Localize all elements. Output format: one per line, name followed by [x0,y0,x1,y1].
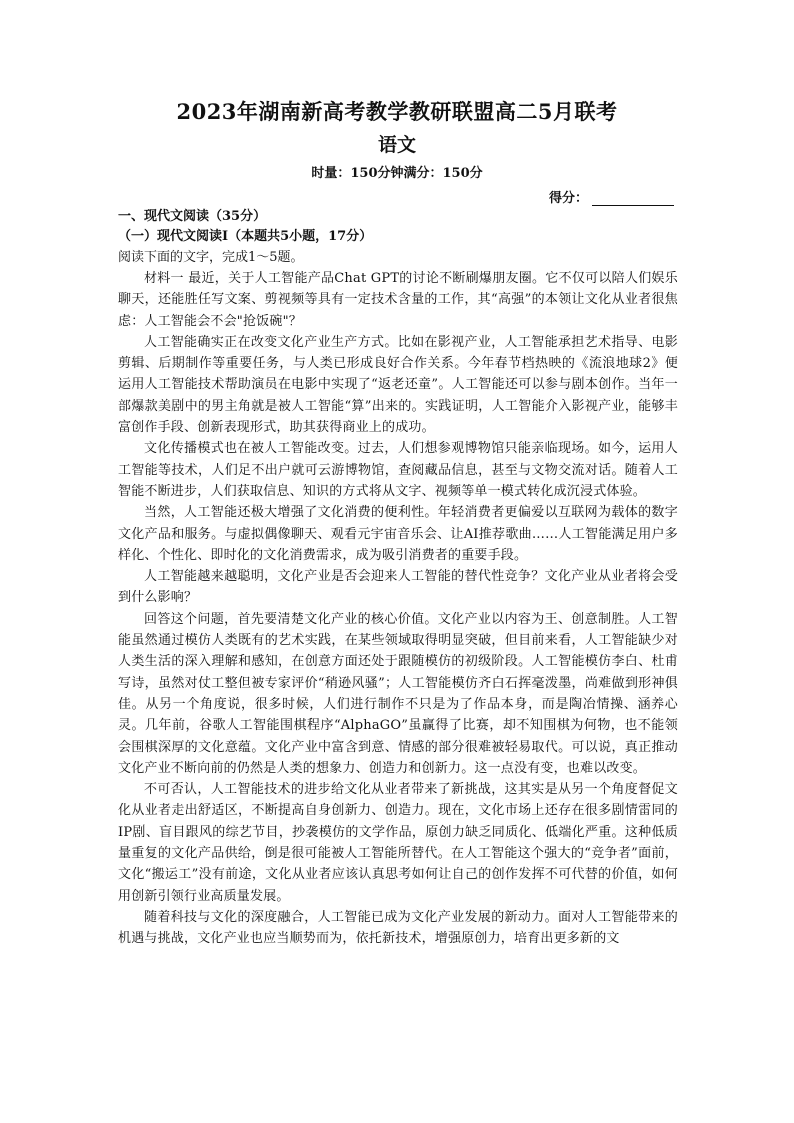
score-label: 得分： [549,191,589,206]
score-blank-line [592,192,674,206]
score-field [549,187,674,206]
time-and-score-info: 时量：150分钟满分：150分 [311,166,483,181]
subject-heading: 语文 [377,134,416,156]
passage-paragraph: 人工智能确实正在改变文化产业生产方式。比如在影视产业，人工智能承担艺术指导、电影剪辑、后期制作等重要任务，与人类已形成良好合作关系。今年春节档热映的《流浪地球2》便运用人工智能技术帮助演员在电影中实现了“返老还童”。人工智能还可以参与剧本创作。当年一部爆款美剧中的男主角就是被人工智能“算”出来的。实践证明，人工智能介入影视产业，能够丰富创作手段、创新表现形式，助其获得商业上的成功。 [118,334,678,436]
section-heading-reading-1: （一）现代文阅读Ⅰ（本题共5小题，17分） [118,229,373,244]
passage-paragraph: 随着科技与文化的深度融合，人工智能已成为文化产业发展的新动力。面对人工智能带来的机遇与挑战，文化产业也应当顺势而为，依托新技术，增强原创力，培育出更多新的文 [118,909,678,947]
section-heading-part1: 一、现代文阅读（35分） [118,209,267,224]
passage-paragraph: 文化传播模式也在被人工智能改变。过去，人们想参观博物馆只能亲临现场。如今，运用人工智能等技术，人们足不出户就可云游博物馆，查阅藏品信息，甚至与文物交流对话。随着人工智能不断进步，人们获取信息、知识的方式将从文字、视频等单一模式转化成沉浸式体验。 [118,441,678,499]
passage-paragraph: 材料一 最近，关于人工智能产品Chat GPT的讨论不断刷爆朋友圈。它不仅可以陪人们娱乐聊天，还能胜任写文案、剪视频等具有一定技术含量的工作，其“高强”的本领让文化从业者很焦虑：人工智能会不会"抢饭碗"？ [118,271,678,329]
reading-section [118,207,678,950]
passage-paragraph: 人工智能越来越聪明，文化产业是否会迎来人工智能的替代性竞争？文化产业从业者将会受到什么影响？ [118,569,678,606]
passage-paragraph: 回答这个问题，首先要清楚文化产业的核心价值。文化产业以内容为王、创意制胜。人工智能虽然通过模仿人类既有的艺术实践，在某些领域取得明显突破，但目前来看，人工智能缺少对人类生活的深入理解和感知，在创意方面还处于跟随模仿的初级阶段。人工智能模仿李白、杜甫写诗，虽然对仗工整但被专家评价“稍逊风骚”；人工智能模仿齐白石挥毫泼墨，尚难做到形神俱佳。从另一个角度说，很多时候，人们进行制作不只是为了作品本身，而是陶冶情操、涵养心灵。几年前，谷歌人工智能围棋程序“AlphaGO”虽赢得了比赛，却不知围棋为何物，也不能领会围棋深厚的文化意蕴。文化产业中富含到意、情感的部分很难被轻易取代。可以说，真正推动文化产业不断向前的仍然是人类的想象力、创造力和创新力。这一点没有变，也难以改变。 [118,611,678,776]
exam-title: 2023年湖南新高考教学教研联盟高二5月联考 [176,99,618,124]
reading-instruction: 阅读下面的文字，完成1～5题。 [118,250,304,265]
passage-paragraph: 当然，人工智能还极大增强了文化消费的便利性。年轻消费者更偏爱以互联网为载体的数字文化产品和服务。与虚拟偶像聊天、观看元宇宙音乐会、让AI推荐歌曲……人工智能满足用户多样化、个性化、即时化的文化消费需求，成为吸引消费者的重要手段。 [118,505,678,563]
passage-paragraph: 不可否认，人工智能技术的进步给文化从业者带来了新挑战，这其实是从另一个角度督促文化从业者走出舒适区，不断提高自身创新力、创造力。现在，文化市场上还存在很多剧情雷同的IP剧、盲目跟风的综艺节目，抄袭模仿的文学作品，原创力缺乏同质化、低端化严重。这种低质量重复的文化产品供给，倒是很可能被人工智能所替代。在人工智能这个强大的“竞争者”面前，文化“搬运工”没有前途，文化从业者应该认真思考如何让自己的创作发挥不可代替的价值，如何用创新引领行业高质量发展。 [118,782,678,904]
